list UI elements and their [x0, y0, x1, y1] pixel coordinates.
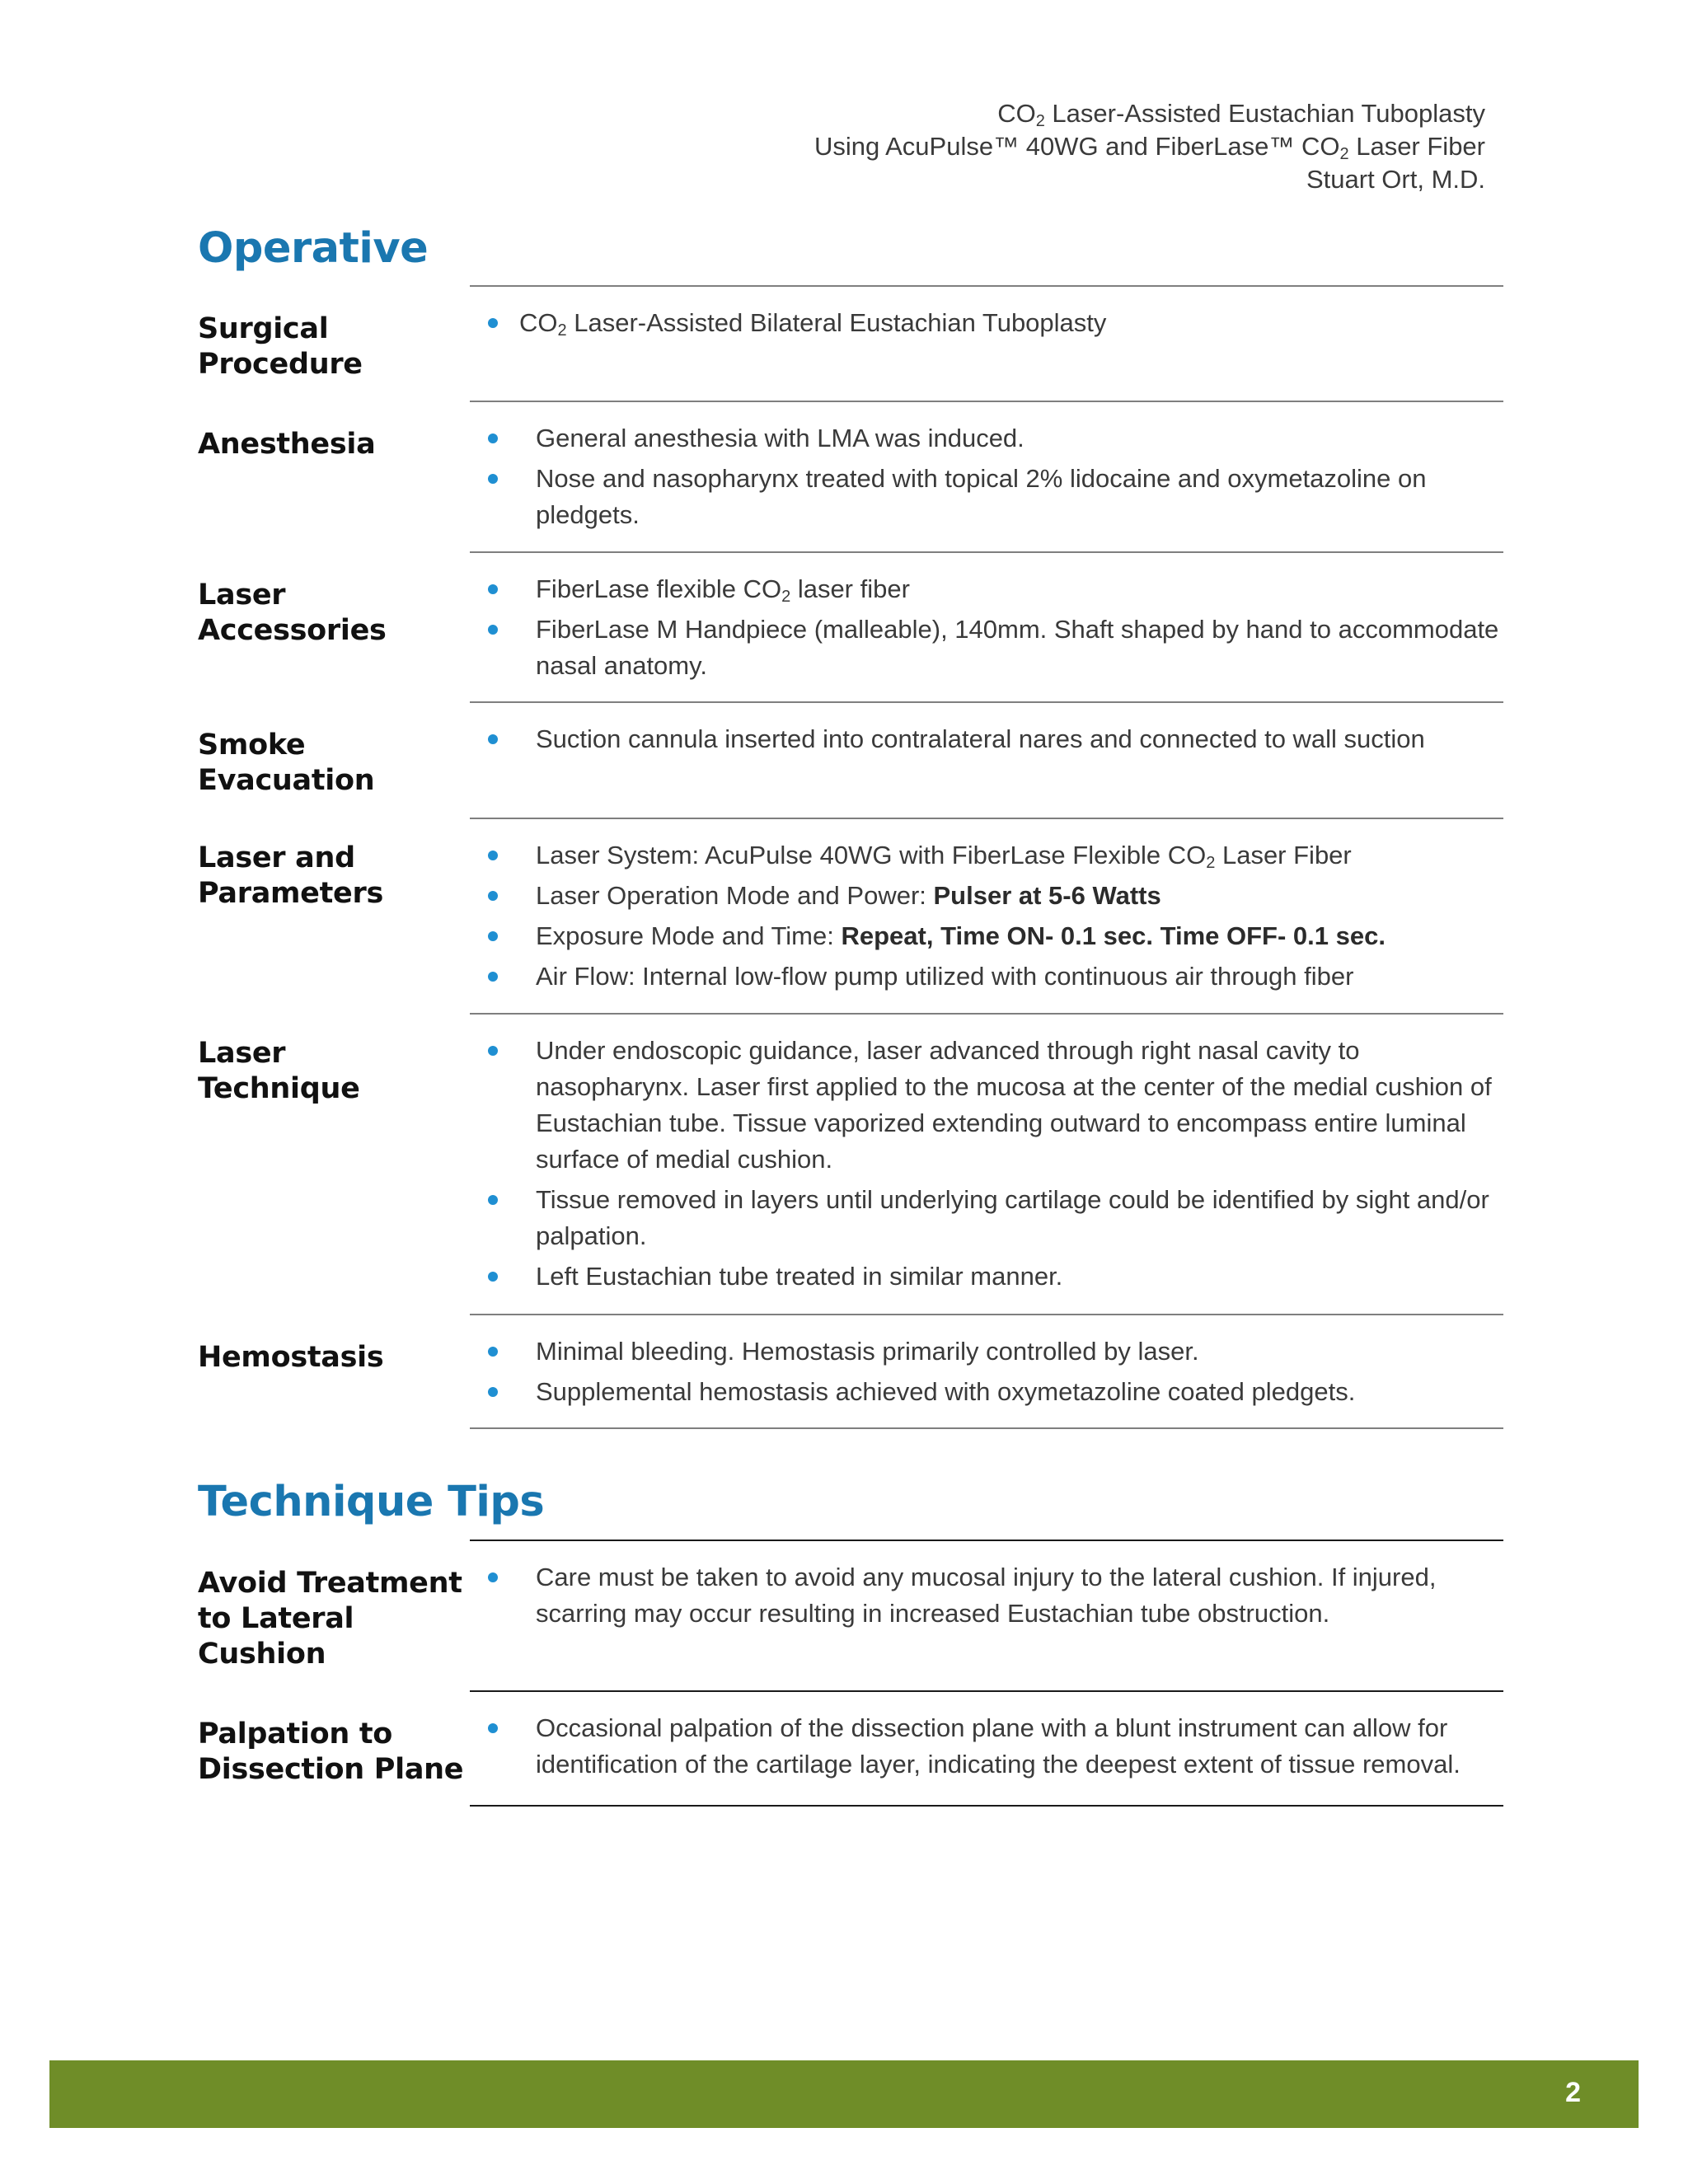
- row-laser-accessories: [198, 551, 1503, 701]
- row-label: Surgical Procedure: [198, 312, 363, 381]
- row-content: [470, 551, 1503, 701]
- row-content: [470, 401, 1503, 551]
- row-content: [470, 1690, 1503, 1807]
- row-palpation-dissection-plane: [198, 1690, 1503, 1807]
- footer-bar: [49, 2060, 1639, 2128]
- row-label: Anesthesia: [198, 428, 376, 461]
- list-item: Occasional palpation of the dissection plane with a blunt instrument can allow for identification of the cartilage layer, indicating the deepest extent of tissue removal.: [470, 1710, 1503, 1783]
- bullet-icon: [488, 1572, 498, 1582]
- list-item: Laser System: AcuPulse 40WG with FiberLase Flexible $CO_2$ Laser Fiber: [470, 837, 1503, 874]
- bullet-icon: [488, 1347, 498, 1357]
- page-number: 2: [1565, 2077, 1581, 2108]
- operative-table: [198, 285, 1503, 1429]
- row-laser-technique: [198, 1013, 1503, 1314]
- document-header: [814, 97, 1485, 196]
- row-surgical-procedure: [198, 285, 1503, 401]
- row-label: Laser Accessories: [198, 579, 387, 647]
- section-title-operative: Operative: [198, 224, 429, 273]
- bullet-icon: [488, 1046, 498, 1056]
- header-title-line-2: Using AcuPulse™ 40WG and FiberLase™ $CO_2$ Laser Fiber: [814, 132, 1485, 163]
- bullet-icon: [488, 434, 498, 443]
- list-item: Laser Operation Mode and Power: Pulser at 5-6 Watts: [470, 878, 1503, 914]
- row-hemostasis: [198, 1314, 1503, 1429]
- bullet-icon: [488, 972, 498, 982]
- row-smoke-evacuation: [198, 701, 1503, 818]
- row-content: [470, 285, 1503, 401]
- list-item: Minimal bleeding. Hemostasis primarily controlled by laser.: [470, 1333, 1503, 1370]
- list-item: Supplemental hemostasis achieved with oxymetazoline coated pledgets.: [470, 1374, 1503, 1410]
- row-label: Hemostasis: [198, 1341, 384, 1374]
- list-item: Care must be taken to avoid any mucosal injury to the lateral cushion. If injured, scarring may occur resulting in increased Eustachian tube obstruction.: [470, 1559, 1503, 1632]
- technique-tips-table: [198, 1540, 1503, 1807]
- bullet-icon: [488, 625, 498, 635]
- bullet-icon: [488, 1272, 498, 1282]
- list-item: Air Flow: Internal low-flow pump utilized with continuous air through fiber: [470, 958, 1503, 995]
- list-item: Suction cannula inserted into contralateral nares and connected to wall suction: [470, 721, 1503, 757]
- row-label: Smoke Evacuation: [198, 729, 375, 797]
- header-author: Stuart Ort, M.D.: [1306, 165, 1485, 194]
- section-title-technique-tips: Technique Tips: [198, 1478, 545, 1526]
- list-item: Nose and nasopharynx treated with topical 2% lidocaine and oxymetazoline on pledgets.: [470, 461, 1503, 533]
- list-item: General anesthesia with LMA was induced.: [470, 420, 1503, 457]
- row-label: Avoid Treatment to Lateral Cushion: [198, 1567, 462, 1671]
- bullet-icon: [488, 1387, 498, 1397]
- bullet-icon: [488, 318, 498, 328]
- bullet-icon: [488, 1195, 498, 1205]
- list-item: Tissue removed in layers until underlying cartilage could be identified by sight and/or palpation.: [470, 1182, 1503, 1254]
- row-content: [470, 818, 1503, 1013]
- row-content: [470, 701, 1503, 818]
- bullet-icon: [488, 931, 498, 941]
- row-content: [470, 1013, 1503, 1314]
- header-title-line-1: $CO_2$ Laser-Assisted Eustachian Tuboplasty: [997, 99, 1485, 130]
- list-item: $CO_2$ Laser-Assisted Bilateral Eustachian Tuboplasty: [470, 305, 1503, 341]
- list-item: Under endoscopic guidance, laser advanced through right nasal cavity to nasopharynx. Laser first applied to the mucosa at the center of the medial cushion of Eustachian tube. Tissue vaporized extending outward to encompass entire luminal surface of medial cushion.: [470, 1033, 1503, 1178]
- bullet-icon: [488, 584, 498, 594]
- row-label: Laser Technique: [198, 1037, 360, 1105]
- bullet-icon: [488, 891, 498, 901]
- row-avoid-lateral-cushion: [198, 1540, 1503, 1690]
- bullet-icon: [488, 474, 498, 484]
- bullet-icon: [488, 1723, 498, 1733]
- row-laser-parameters: [198, 818, 1503, 1013]
- row-content: [470, 1540, 1503, 1690]
- row-content: [470, 1314, 1503, 1429]
- row-anesthesia: [198, 401, 1503, 551]
- row-label: Palpation to Dissection Plane: [198, 1718, 464, 1786]
- list-item: FiberLase flexible $CO_2$ laser fiber: [470, 571, 1503, 607]
- bullet-icon: [488, 734, 498, 744]
- list-item: Left Eustachian tube treated in similar manner.: [470, 1258, 1503, 1295]
- bullet-icon: [488, 851, 498, 860]
- list-item: Exposure Mode and Time: Repeat, Time ON- 0.1 sec. Time OFF- 0.1 sec.: [470, 918, 1503, 954]
- row-label: Laser and Parameters: [198, 841, 383, 910]
- list-item: FiberLase M Handpiece (malleable), 140mm. Shaft shaped by hand to accommodate nasal anatomy.: [470, 612, 1503, 684]
